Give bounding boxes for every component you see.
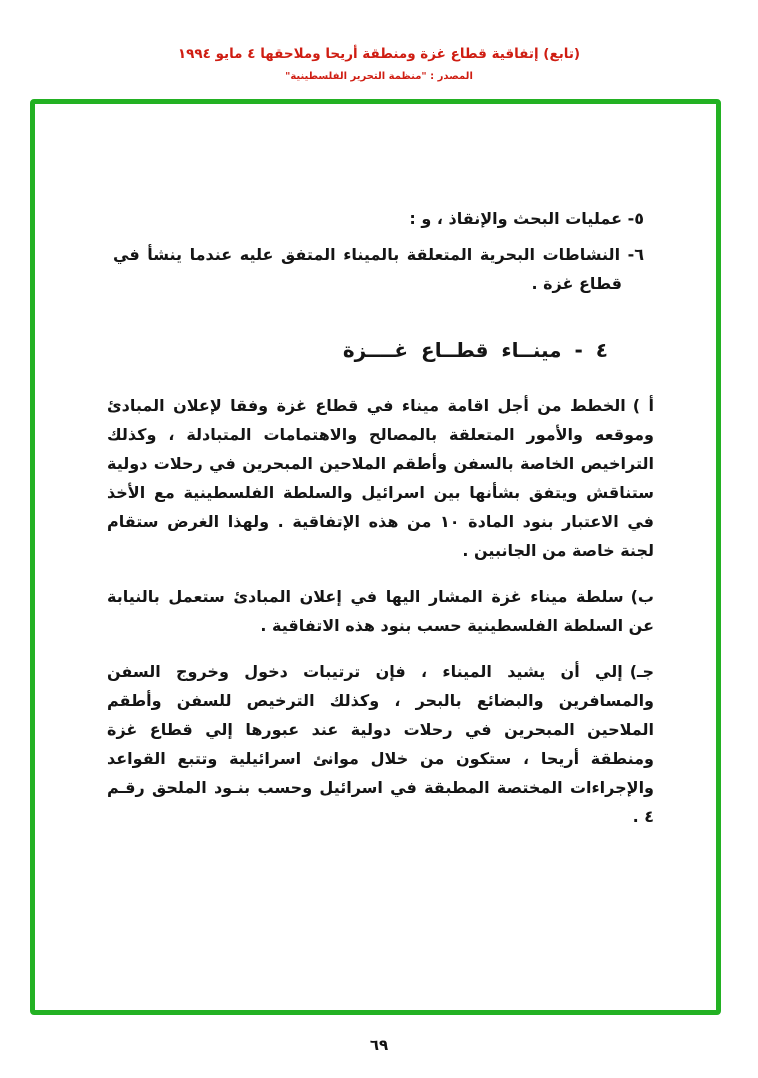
paragraph-a — [107, 391, 654, 565]
paragraph-a-text: الخطط من أجل اقامة ميناء في قطاع غزة وفقا لإعلان المبادئ وموقعه والأمور المتعلقة بالمصالح والاهتمامات المتبادلة ، وكذلك التراخيص الخاصة بالسفن وأطقم الملاحين المبحرين في رحلات دولية ستناقش ويتفق بشأنها بين اسرائيل والسلطة الفلسطينية مع الأخذ في الاعتبار بنود المادة ١٠ من هذه الإتفاقية . ولهذا الغرض ستقام لجنة خاصة من الجانبين . — [107, 396, 654, 560]
paragraph-b — [107, 582, 654, 640]
section-title: ٤ - مينــاء قطــاع غــــزة — [342, 338, 608, 362]
clause-list — [113, 204, 644, 298]
page-number: ٦٩ — [369, 1036, 389, 1054]
header-title: (تابع) إتفاقية قطاع غزة ومنطقة أريحا وملاحقها ٤ مايو ١٩٩٤ — [177, 46, 581, 62]
document-body — [35, 104, 716, 831]
header-source: المصدر : "منظمة التحرير الفلسطينية" — [285, 71, 473, 82]
paragraph-a-label: أ ) — [632, 396, 654, 415]
paragraph-b-label: ب) — [630, 587, 654, 606]
clause-item-5: ٥- عمليات البحث والإنقاذ ، و : — [409, 209, 644, 228]
paragraph-b-text: سلطة ميناء غزة المشار اليها في إعلان المبادئ ستعمل بالنيابة عن السلطة الفلسطينية حسب بنود هذه الاتفاقية . — [107, 587, 654, 635]
green-page-frame — [30, 99, 721, 1015]
paragraph-c-text: إلي أن يشيد الميناء ، فإن ترتيبات دخول وخروج السفن والمسافرين والبضائع بالبحر ، وكذلك الترخيص للسفن وأطقم الملاحين المبحرين في رحلات دولية عند عبورها إلي قطاع غزة ومنطقة أريحا ، ستكون من خلال موانئ اسرائيلية وتتبع القواعد والإجراءات المختصة المطبقة في اسرائيل وحسب بنـود الملحق رقـم ٤ . — [107, 662, 654, 826]
paragraph-c-label: جـ) — [629, 662, 654, 681]
document-header — [0, 46, 758, 82]
clause-item-6: ٦- النشاطات البحرية المتعلقة بالميناء المتفق عليه عندما ينشأ في قطاع غزة . — [113, 245, 644, 293]
paragraph-c — [107, 657, 654, 831]
